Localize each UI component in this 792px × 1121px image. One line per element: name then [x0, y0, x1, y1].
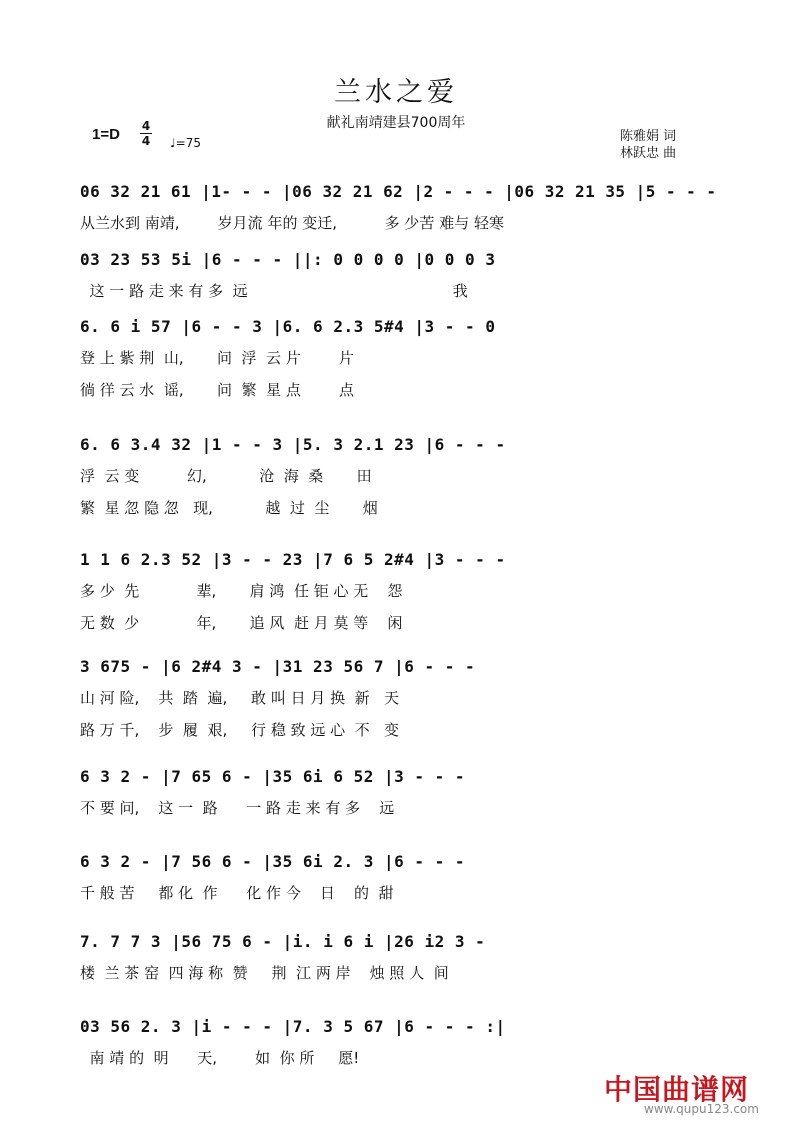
lyric-line: 山 河 险, 共 踏 遍, 敢 叫 日 月 换 新 天 — [80, 689, 399, 707]
staff-row — [78, 538, 718, 578]
lyric-line: 这 一 路 走 来 有 多 远 我 — [80, 282, 468, 300]
staff-row — [78, 423, 718, 463]
staff-notes: 6. 6 3.4 32 |1 - - 3 |5. 3 2.1 23 |6 - - - — [80, 435, 506, 454]
staff-row — [78, 840, 718, 880]
key-signature: 1=D — [92, 126, 120, 143]
lyric-line: 不 要 问, 这 一 路 一 路 走 来 有 多 远 — [80, 799, 395, 817]
staff-notes: 6 3 2 - |7 56 6 - |35 6i 2. 3 |6 - - - — [80, 852, 466, 871]
lyric-line: 楼 兰 茶 窑 四 海 称 赞 荆 江 两 岸 烛 照 人 间 — [80, 964, 449, 982]
lyricist: 陈雅娟 词 — [620, 129, 677, 144]
lyric-line: 繁 星 忽 隐 忽 现, 越 过 尘 烟 — [80, 499, 378, 517]
staff-row — [78, 170, 718, 210]
lyric-line: 路 万 千, 步 履 艰, 行 稳 致 远 心 不 变 — [80, 721, 399, 739]
lyric-line: 浮 云 变 幻, 沧 海 桑 田 — [80, 467, 372, 485]
watermark-url: www.qupu123.com — [644, 1102, 759, 1116]
staff-notes: 3 675 - |6 2#4 3 - |31 23 56 7 |6 - - - — [80, 657, 476, 676]
credits — [620, 128, 676, 162]
time-signature-top: 4 — [141, 119, 151, 133]
time-signature-bottom: 4 — [141, 134, 151, 148]
staff-row — [78, 755, 718, 795]
lyric-line: 千 般 苦 都 化 作 化 作 今 日 的 甜 — [80, 884, 394, 902]
staff-row — [78, 305, 718, 345]
staff-notes: 03 56 2. 3 |i - - - |7. 3 5 67 |6 - - - :| — [80, 1017, 506, 1036]
staff-row — [78, 238, 718, 278]
lyric-line: 从兰水到 南靖, 岁月流 年的 变迁, 多 少苦 难与 轻寒 — [80, 214, 504, 232]
staff-row — [78, 645, 718, 685]
staff-notes: 6 3 2 - |7 65 6 - |35 6i 6 52 |3 - - - — [80, 767, 466, 786]
score-title: 兰水之爱 — [334, 77, 458, 108]
staff-notes: 1 1 6 2.3 52 |3 - - 23 |7 6 5 2#4 |3 - - - — [80, 550, 506, 569]
staff-notes: 06 32 21 61 |1- - - |06 32 21 62 |2 - - - |06 32 21 35 |5 - - - — [80, 182, 717, 201]
lyric-line: 南 靖 的 明 天, 如 你 所 愿! — [80, 1049, 360, 1067]
time-signature — [140, 120, 152, 147]
staff-notes: 7. 7 7 3 |56 75 6 - |i. i 6 i |26 i2 3 - — [80, 932, 486, 951]
tempo-marking: ♩=75 — [170, 136, 201, 150]
watermark-logo: 中国曲谱网 — [604, 1075, 750, 1106]
score-subtitle: 献礼南靖建县700周年 — [326, 115, 466, 131]
staff-row — [78, 920, 718, 960]
staff-row — [78, 1005, 718, 1045]
composer: 林跃忠 曲 — [620, 146, 677, 161]
lyric-line: 登 上 紫 荆 山, 问 浮 云 片 片 — [80, 349, 354, 367]
lyric-line: 徜 徉 云 水 谣, 问 繁 星 点 点 — [80, 381, 354, 399]
staff-notes: 03 23 53 5i |6 - - - ||: 0 0 0 0 |0 0 0 3 — [80, 250, 496, 269]
lyric-line: 无 数 少 年, 追 风 赶 月 莫 等 闲 — [80, 614, 403, 632]
lyric-line: 多 少 先 辈, 肩 鸿 任 钜 心 无 怨 — [80, 582, 403, 600]
staff-notes: 6. 6 i 57 |6 - - 3 |6. 6 2.3 5#4 |3 - - 0 — [80, 317, 496, 336]
